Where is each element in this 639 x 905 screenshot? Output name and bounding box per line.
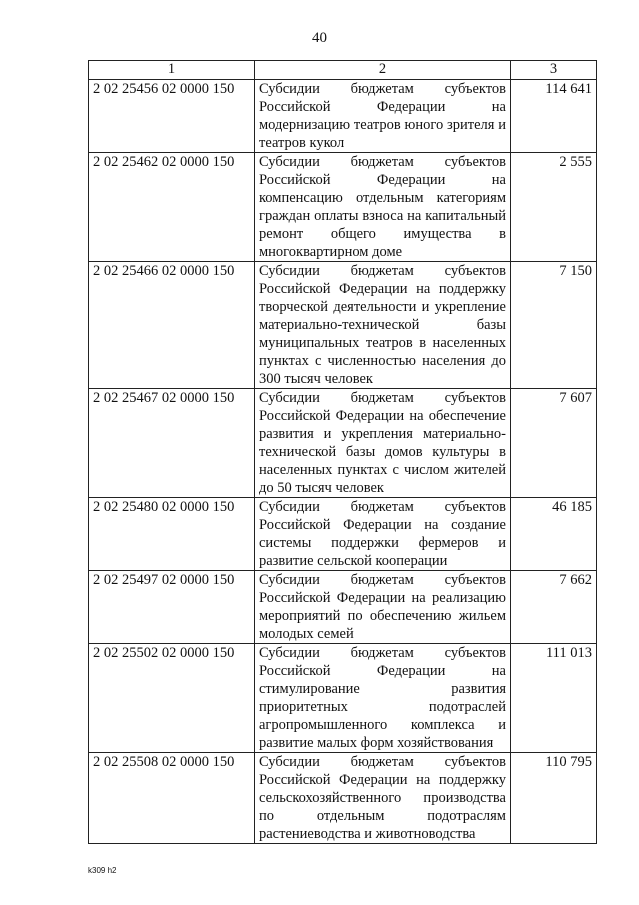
revenue-amount: 7 662 bbox=[511, 571, 597, 644]
table-row bbox=[89, 644, 597, 753]
table-row bbox=[89, 80, 597, 153]
revenue-code: 2 02 25456 02 0000 150 bbox=[89, 80, 255, 153]
table-row bbox=[89, 571, 597, 644]
table-row bbox=[89, 153, 597, 262]
revenue-amount: 46 185 bbox=[511, 498, 597, 571]
revenue-code: 2 02 25462 02 0000 150 bbox=[89, 153, 255, 262]
revenue-code: 2 02 25466 02 0000 150 bbox=[89, 262, 255, 389]
revenue-amount: 7 607 bbox=[511, 389, 597, 498]
revenue-amount: 7 150 bbox=[511, 262, 597, 389]
revenue-code: 2 02 25480 02 0000 150 bbox=[89, 498, 255, 571]
revenue-code: 2 02 25497 02 0000 150 bbox=[89, 571, 255, 644]
revenue-code: 2 02 25508 02 0000 150 bbox=[89, 753, 255, 844]
column-header-2: 2 bbox=[255, 61, 511, 80]
page-number: 40 bbox=[312, 30, 327, 46]
revenue-name: Субсидии бюджетам субъектов Российской Федерации на поддержку творческой деятельности и укрепление материально-технической базы муниципальных театров в населенных пунктах с численностью населения до 300 тысяч человек bbox=[255, 262, 511, 389]
table-row bbox=[89, 498, 597, 571]
revenue-name: Субсидии бюджетам субъектов Российской Федерации на создание системы поддержки фермеров и развитие сельской кооперации bbox=[255, 498, 511, 571]
revenue-name: Субсидии бюджетам субъектов Российской Федерации на реализацию мероприятий по обеспечению жильем молодых семей bbox=[255, 571, 511, 644]
revenue-code: 2 02 25502 02 0000 150 bbox=[89, 644, 255, 753]
table-row bbox=[89, 389, 597, 498]
column-header-3: 3 bbox=[511, 61, 597, 80]
column-header-1: 1 bbox=[89, 61, 255, 80]
document-footer-code: k309 h2 bbox=[88, 866, 117, 875]
revenue-code: 2 02 25467 02 0000 150 bbox=[89, 389, 255, 498]
budget-table bbox=[88, 60, 597, 844]
table-header-row bbox=[89, 61, 597, 80]
revenue-amount: 2 555 bbox=[511, 153, 597, 262]
revenue-name: Субсидии бюджетам субъектов Российской Федерации на стимулирование развития приоритетных подотраслей агропромышленного комплекса и развитие малых форм хозяйствования bbox=[255, 644, 511, 753]
revenue-name: Субсидии бюджетам субъектов Российской Федерации на модернизацию театров юного зрителя и театров кукол bbox=[255, 80, 511, 153]
revenue-amount: 110 795 bbox=[511, 753, 597, 844]
revenue-amount: 114 641 bbox=[511, 80, 597, 153]
revenue-name: Субсидии бюджетам субъектов Российской Федерации на обеспечение развития и укрепления материально-технической базы домов культуры в населенных пунктах с числом жителей до 50 тысяч человек bbox=[255, 389, 511, 498]
revenue-name: Субсидии бюджетам субъектов Российской Федерации на поддержку сельскохозяйственного производства по отдельным подотраслям растениеводства и животноводства bbox=[255, 753, 511, 844]
revenue-amount: 111 013 bbox=[511, 644, 597, 753]
table-row bbox=[89, 262, 597, 389]
table-row bbox=[89, 753, 597, 844]
revenue-name: Субсидии бюджетам субъектов Российской Федерации на компенсацию отдельным категориям граждан оплаты взноса на капитальный ремонт общего имущества в многоквартирном доме bbox=[255, 153, 511, 262]
